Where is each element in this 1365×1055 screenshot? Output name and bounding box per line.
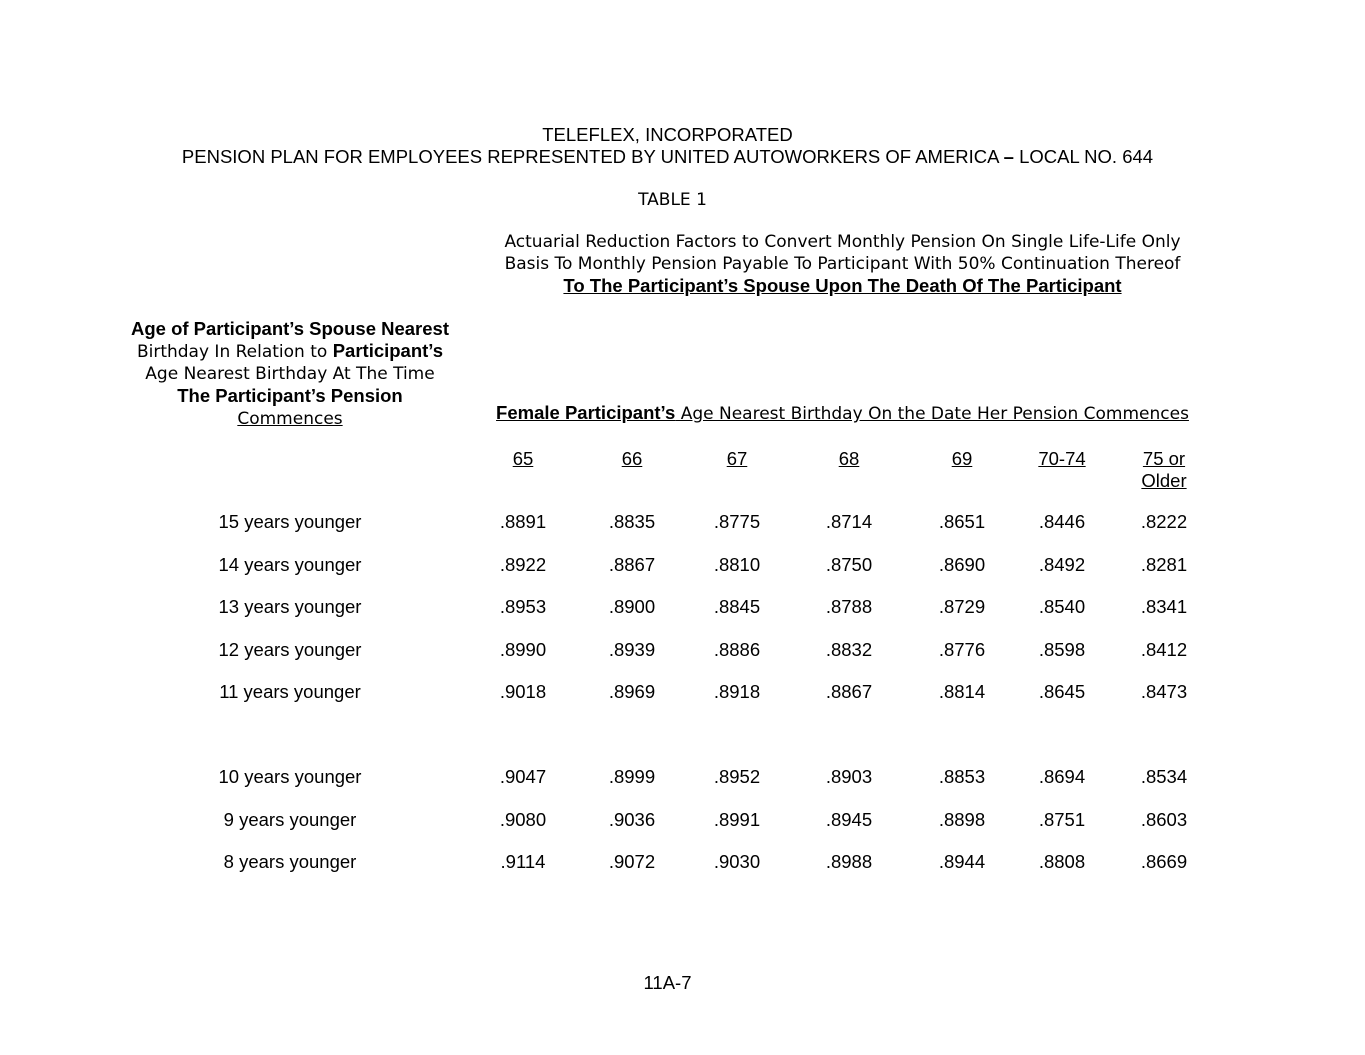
factor-cell: .8991 [713,809,761,830]
factor-cell: .8867 [825,681,873,702]
factor-cell: .8810 [713,554,761,575]
factor-cell: .8808 [1038,851,1086,872]
factor-cell: .8903 [825,766,873,787]
factor-cell: .8845 [713,596,761,617]
factor-cell: .8939 [608,639,656,660]
factor-cell: .8952 [713,766,761,787]
column-header-label: 75 or [1142,448,1186,469]
row-label: 14 years younger [218,554,362,575]
row-label: 10 years younger [218,766,362,787]
factor-cell: .9018 [499,681,547,702]
column-header-68 [804,448,894,470]
factor-cell: .8669 [1140,851,1188,872]
column-header-label: 67 [726,448,748,469]
company-name: TELEFLEX, INCORPORATED [542,124,793,145]
spouse-header-line-2-text: Birthday In Relation to [136,342,333,362]
column-header-70-74 [1017,448,1107,470]
factor-cell: .9030 [713,851,761,872]
factor-cell: .8990 [499,639,547,660]
factor-cell: .8922 [499,554,547,575]
spouse-header-line-4: The Participant’s Pension [177,385,403,406]
factor-cell: .8953 [499,596,547,617]
factor-cell: .8891 [499,511,547,532]
factor-cell: .8645 [1038,681,1086,702]
factor-cell: .8412 [1140,639,1188,660]
factor-cell: .8898 [938,809,986,830]
column-group-bold: Female Participant’s [496,402,676,423]
spouse-age-header [100,318,480,430]
factor-cell: .8988 [825,851,873,872]
factor-cell: .8832 [825,639,873,660]
description-line-3: To The Participant’s Spouse Upon The Death Of The Participant [563,275,1122,296]
column-header-label: 69 [951,448,973,469]
factor-cell: .8775 [713,511,761,532]
factor-cell: .8714 [825,511,873,532]
factor-cell: .8788 [825,596,873,617]
factor-cell: .8814 [938,681,986,702]
factor-cell: .9047 [499,766,547,787]
factor-cell: .9080 [499,809,547,830]
factor-cell: .9072 [608,851,656,872]
factor-cell: .8944 [938,851,986,872]
factor-cell: .8473 [1140,681,1188,702]
spouse-header-line-2 [100,340,480,363]
row-label: 9 years younger [223,809,357,830]
column-header-label: 68 [838,448,860,469]
column-group-rest: Age Nearest Birthday On the Date Her Pension Commences [675,404,1189,424]
factor-cell: .8853 [938,766,986,787]
row-label: 8 years younger [223,851,357,872]
factor-cell: .8969 [608,681,656,702]
factor-cell: .8750 [825,554,873,575]
table-title: TABLE 1 [638,190,707,210]
factor-cell: .8694 [1038,766,1086,787]
column-header-69 [917,448,1007,470]
factor-cell: .8690 [938,554,986,575]
column-header-label-2: Older [1141,470,1187,491]
factor-cell: .8534 [1140,766,1188,787]
factor-cell: .8900 [608,596,656,617]
description-line-1: Actuarial Reduction Factors to Convert Monthly Pension On Single Life-Life Only [504,232,1181,252]
row-label: 11 years younger [219,681,361,702]
factor-cell: .9036 [608,809,656,830]
row-label: 13 years younger [218,596,362,617]
table-description [470,231,1215,297]
column-header-67 [692,448,782,470]
spouse-header-line-2-bold: Participant’s [332,340,444,361]
column-header-label: 70-74 [1038,448,1086,469]
factor-cell: .8835 [608,511,656,532]
factor-cell: .8999 [608,766,656,787]
factor-cell: .8492 [1038,554,1086,575]
row-label: 15 years younger [218,511,362,532]
factor-cell: .8945 [825,809,873,830]
plan-title [0,146,1335,168]
factor-cell: .8598 [1038,639,1086,660]
factor-cell: .9114 [500,851,546,872]
spouse-header-line-5: Commences [237,409,343,429]
factor-cell: .8281 [1140,554,1188,575]
factor-cell: .8776 [938,639,986,660]
spouse-header-line-3: Age Nearest Birthday At The Time [145,364,435,384]
row-label: 12 years younger [218,639,362,660]
column-header-66 [587,448,677,470]
factor-cell: .8446 [1038,511,1086,532]
factor-cell: .8341 [1140,596,1188,617]
page-number: 11A-7 [643,972,692,993]
female-participant-age-header [470,402,1215,425]
column-header-75-or-older [1119,448,1209,492]
factor-cell: .8751 [1038,809,1086,830]
factor-cell: .8222 [1140,511,1188,532]
factor-cell: .8603 [1140,809,1188,830]
factor-cell: .8651 [938,511,986,532]
plan-title-local: LOCAL NO. 644 [1019,146,1154,167]
factor-cell: .8918 [713,681,761,702]
description-line-2: Basis To Monthly Pension Payable To Participant With 50% Continuation Thereof [504,254,1181,274]
factor-cell: .8729 [938,596,986,617]
column-header-label: 65 [512,448,534,469]
spouse-header-line-1: Age of Participant’s Spouse Nearest [130,318,449,339]
factor-cell: .8540 [1038,596,1086,617]
plan-title-main: PENSION PLAN FOR EMPLOYEES REPRESENTED BY UNITED AUTOWORKERS OF AMERICA [181,146,999,167]
factor-cell: .8867 [608,554,656,575]
plan-title-dash: – [1003,146,1014,167]
column-header-65 [478,448,568,470]
factor-cell: .8886 [713,639,761,660]
column-header-label: 66 [621,448,643,469]
